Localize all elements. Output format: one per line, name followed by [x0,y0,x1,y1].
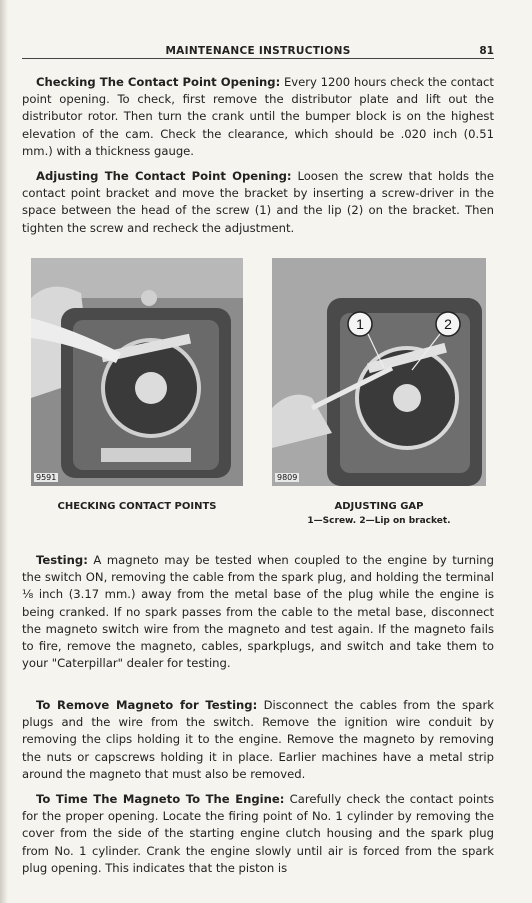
paragraph-body: Every 1200 hours check the contact point opening. To check, first remove the distributor plate and lift out the distributor rotor. Then turn the crank until the bumper block is on the highest elevation of the cam. Check the clearance, which should be .020 inch (0.51 mm.) with a thickness gauge. [22,75,494,158]
paragraph-heading: To Remove Magneto for Testing: [36,698,258,712]
header-title: MAINTENANCE INSTRUCTIONS [165,45,351,57]
paragraph-body: Disconnect the cables from the spark plugs and the wire from the switch. Remove the ignition wire conduit by removing the clips holding it to the engine. Remove the magneto by removing the nuts or capscrews holding it in place. Earlier machines have a metal strip around the magneto that must also be removed. [22,698,494,781]
page-binding-shadow [0,0,8,903]
paragraph-body: A magneto may be tested when coupled to the engine by turning the switch ON, removing the cable from the spark plug, and holding the terminal ⅛ inch (3.17 mm.) away from the metal base of the plug while the engine is being cranked. If no spark passes from the cable to the metal base, disconnect the magneto switch wire from the magneto and test again. If the magneto fails to fire, remove the magneto, cables, sparkplugs, and switch and take them to your "Caterpillar" dealer for testing. [22,553,494,671]
paragraph-heading: Checking The Contact Point Opening: [36,75,281,89]
photo-checking-contact-points [31,258,243,486]
plate-number: 9809 [277,473,298,482]
paragraph-checking-contact-point [22,74,494,160]
paragraph-remove-magneto [22,697,494,783]
photo-adjusting-gap [272,258,486,486]
paragraph-body: Loosen the screw that holds the contact point bracket and move the bracket by inserting a screw-driver in the space between the head of the screw (1) and the lip (2) on the bracket. Then tighten the screw and recheck the adjustment. [22,169,494,235]
paragraph-heading: Testing: [36,553,88,567]
paragraph-heading: To Time The Magneto To The Engine: [36,792,285,806]
plate-number: 9591 [36,473,57,482]
paragraph-body: Carefully check the contact points for the proper opening. Locate the firing point of No. 1 cylinder by removing the cover from the side of the starting engine clutch housing and the spark plug from No. 1 cylinder. Crank the engine slowly until air is forced from the spark plug opening. This indicates that the piston is [22,792,495,875]
paragraph-heading: Adjusting The Contact Point Opening: [36,169,292,183]
callout-label-2: 2 [444,316,452,332]
header-rule [22,58,494,59]
paragraph-time-magneto [22,791,494,877]
figure-subcaption-right: 1—Screw. 2—Lip on bracket. [307,516,451,526]
figure-caption-left: CHECKING CONTACT POINTS [57,501,217,512]
paragraph-testing [22,552,494,672]
page-number: 81 [479,45,494,57]
paragraph-adjusting-contact-point [22,168,494,237]
callout-label-1: 1 [356,316,364,332]
figure-caption-right: ADJUSTING GAP [334,501,424,512]
